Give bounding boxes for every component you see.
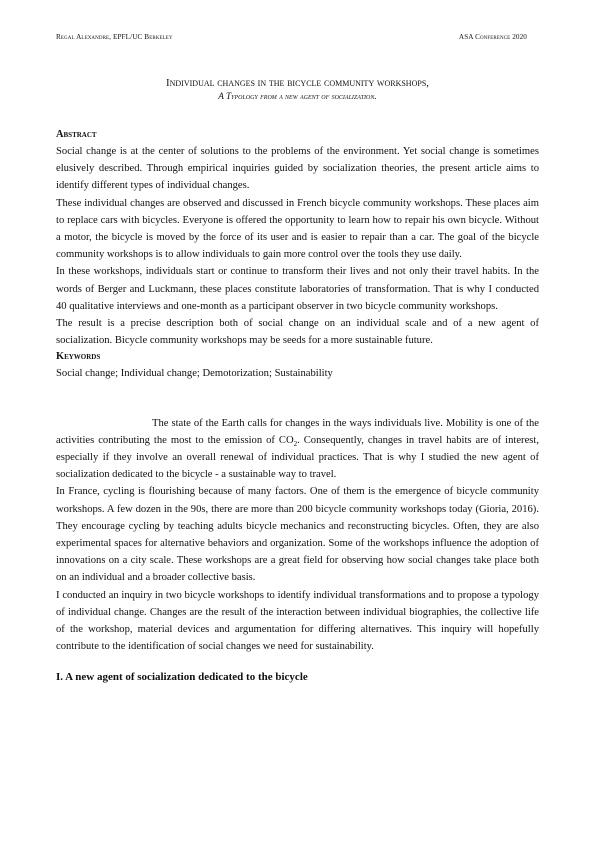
- keywords-label: Keywords: [56, 351, 101, 363]
- paper-subtitle: A Typology from a new agent of socialization.: [218, 91, 377, 101]
- running-header: [56, 33, 527, 41]
- keywords-text: Social change; Individual change; Demotorization; Sustainability: [56, 368, 333, 380]
- abstract-paragraph-3: In these workshops, individuals start or continue to transform their lives and not only their travel habits. In the words of Berger and Luckmann, these places constitute laboratories of transformation. That is why I conducted 40 qualitative interviews and one-month as a participant observer in two bicycle community workshops.: [56, 266, 539, 312]
- intro-p1-before: The state of the Earth calls for changes in the ways individuals live. Mobility is one of the activities contributing the most to the emission of CO: [56, 417, 539, 446]
- title-block: [56, 76, 539, 103]
- paper-title: Individual changes in the bicycle community workshops,: [166, 77, 429, 89]
- intro-paragraph-1: [56, 415, 539, 484]
- section-1-heading: I. A new agent of socialization dedicated to the bicycle: [56, 671, 308, 684]
- intro-paragraph-3: I conducted an inquiry in two bicycle workshops to identify individual transformations and to propose a typology of individual change. Changes are the result of the interaction between individual biographies, the collective life of the workshop, material devices and argumentation for differing alternatives. This inquiry will hopefully contribute to the identification of social changes we need for sustainability.: [56, 589, 539, 653]
- co2-subscript: 2: [293, 439, 298, 448]
- abstract-paragraph-4: The result is a precise description both of social change on an individual scale and of a new agent of socialization. Bicycle community workshops may be seeds for a more sustainable future.: [56, 318, 539, 347]
- intro-p1-after: . Consequently, changes in travel habits are of interest, especially if they involve an overall renewal of individual practices. That is why I studied the new agent of socialization dedicated to the bicycle - a sustainable way to travel.: [56, 434, 539, 481]
- intro-paragraph-2: In France, cycling is flourishing because of many factors. One of them is the emergence of bicycle community workshops. A few dozen in the 90s, there are more than 200 bicycle community workshops today (Gioria, 2016). They encourage cycling by teaching adults bicycle mechanics and reconstructing bicycles. Often, they are also experimental spaces for alternative behaviors and organization. Some of the workshops influence the adoption of innovations on a city scale. These workshops are a great field for observing how social changes take place both on an individual and a broader collective basis.: [56, 486, 539, 584]
- abstract-paragraph-2: These individual changes are observed and discussed in French bicycle community workshops. These places aim to replace cars with bicycles. Everyone is offered the opportunity to learn how to repair his own bicycle. Without a motor, the bicycle is moved by the force of its user and is easier to repair than a car. The goal of the bicycle community workshops is to allow individuals to gain more control over the tools they use daily.: [56, 197, 539, 261]
- abstract-paragraph-1: Social change is at the center of solutions to the problems of the environment. Yet social change is sometimes elusively described. Through empirical inquiries guided by socialization theories, the present article aims to identify different types of individual changes.: [56, 146, 539, 192]
- section-gap: [56, 383, 539, 415]
- abstract-label: Abstract: [56, 129, 97, 140]
- paper-body: [56, 127, 539, 685]
- header-conference: ASA Conference 2020: [458, 33, 527, 41]
- header-author: Regal Alexandre, EPFL/UC Berkeley: [56, 33, 173, 41]
